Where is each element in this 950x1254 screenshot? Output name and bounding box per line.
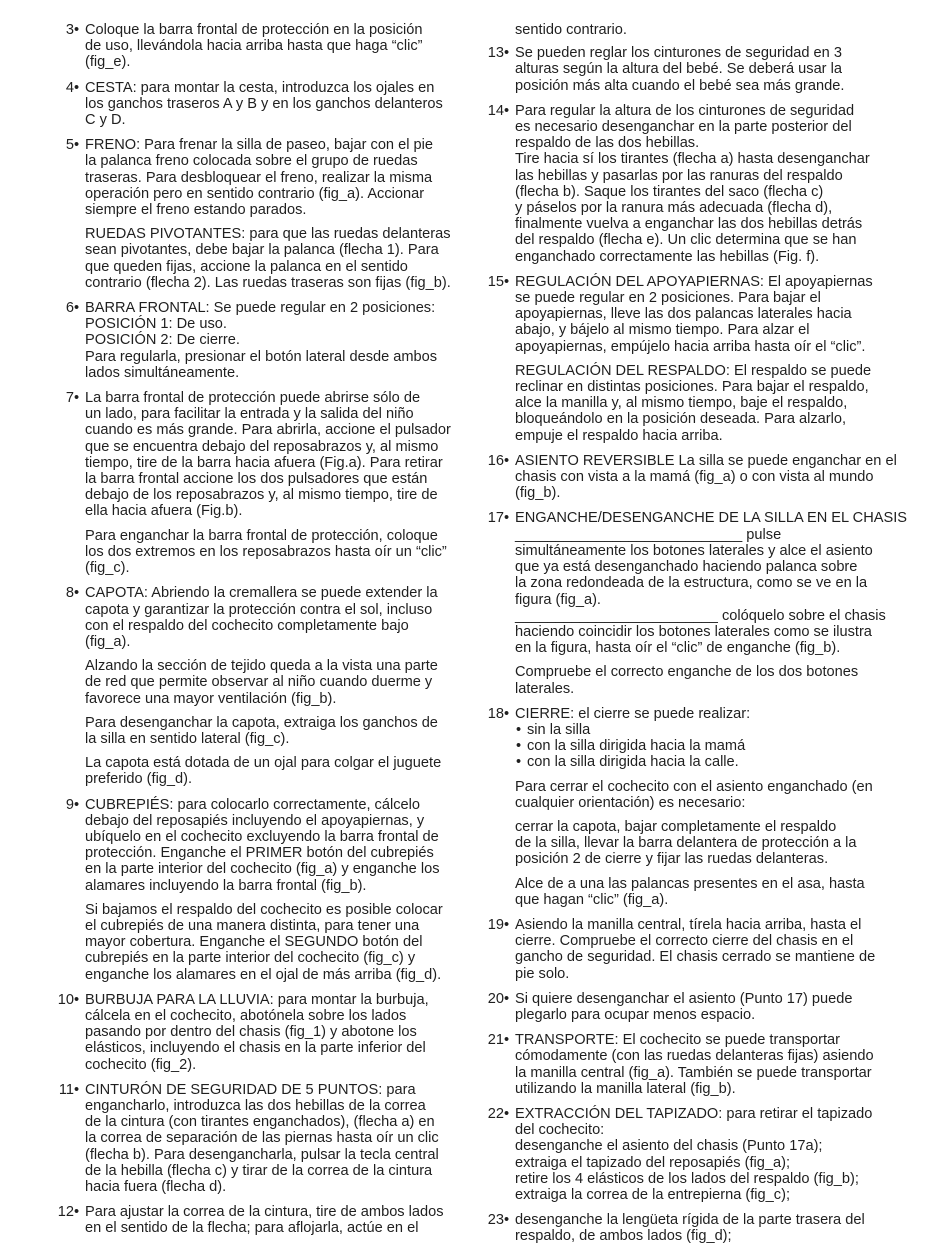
left-column — [56, 22, 460, 1246]
instruction-item — [486, 1032, 898, 1097]
right-column — [486, 22, 907, 1254]
instruction-item — [56, 137, 460, 291]
text-line: capota y garantizar la protección contra el sol, incluso — [85, 601, 433, 618]
text-line: (flecha b). Saque los tirantes del saco (flecha c) — [515, 183, 824, 200]
instruction-paragraph — [85, 902, 460, 983]
text-line: ____________________________ pulse — [515, 526, 782, 543]
instruction-item — [486, 453, 898, 502]
text-line: sentido contrario. — [515, 22, 627, 38]
text-line: Para regular la altura de los cinturones de seguridad — [515, 102, 855, 119]
instruction-item — [56, 585, 460, 787]
item-number: 11• — [56, 1082, 85, 1098]
instruction-paragraph — [515, 45, 898, 94]
text-line: debajo del reposapiés incluyendo el apoyapiernas, y — [85, 812, 425, 829]
instruction-paragraph — [515, 664, 898, 696]
instruction-paragraph — [85, 528, 460, 577]
text-line: desenganche el asiento del chasis (Punto 17a); — [515, 1138, 823, 1155]
text-line: Compruebe el correcto enganche de los dos botones — [515, 664, 859, 681]
text-line: Si bajamos el respaldo del cochecito es posible colocar — [85, 901, 443, 918]
text-line: un lado, para facilitar la entrada y la salida del niño — [85, 406, 414, 423]
text-line: siempre el freno estando parados. — [85, 202, 307, 219]
item-number-text: 4 — [65, 79, 74, 96]
text-line: (flecha b). Para desengancharla, pulsar la tecla central — [85, 1146, 439, 1163]
text-line: cualquier orientación) es necesario: — [515, 794, 746, 811]
item-number-text: 21 — [487, 1032, 504, 1049]
text-line: CUBREPIÉS: para colocarlo correctamente, cálcelo — [85, 796, 420, 813]
text-line: que ya está desenganchado haciendo palanca sobre — [515, 559, 858, 576]
text-line: chasis con vista a la mamá (fig_a) o con vista al mundo — [515, 469, 874, 486]
item-number: 12• — [57, 1204, 80, 1221]
text-line: ASIENTO REVERSIBLE La silla se puede enganchar en el — [515, 452, 897, 469]
text-line: abajo, y bájelo al mismo tiempo. Para alzar el — [515, 322, 810, 339]
text-line: La barra frontal de protección puede abrirse sólo de — [85, 390, 421, 407]
text-line: respaldo, de ambos lados (fig_d); — [515, 1228, 732, 1245]
text-line: ubíquelo en el cochecito excluyendo la barra frontal de — [85, 828, 439, 845]
text-line: protección. Enganche el PRIMER botón del cubrepiés — [85, 845, 434, 862]
item-number-text: 16 — [487, 452, 504, 469]
item-number: 16• — [487, 452, 510, 469]
instruction-paragraph — [85, 658, 460, 707]
instruction-paragraph — [515, 363, 898, 444]
text-line: cómodamente (con las ruedas delanteras fijas) asiendo — [515, 1048, 874, 1065]
text-line: la manilla central (fig_a). También se puede transportar — [515, 1064, 872, 1081]
item-number: 23• — [487, 1212, 510, 1229]
instruction-item — [56, 80, 460, 129]
instruction-paragraph — [515, 991, 898, 1023]
text-line: cerrar la capota, bajar completamente el respaldo — [515, 818, 837, 835]
instruction-paragraph — [85, 226, 460, 291]
text-line: extraiga el tapizado del reposapiés (fig_a); — [515, 1154, 791, 1171]
text-line: CAPOTA: Abriendo la cremallera se puede extender la — [85, 585, 438, 602]
instruction-paragraph — [515, 103, 898, 265]
text-line: CIERRE: el cierre se puede realizar: — [515, 705, 751, 722]
text-line: de red que permite observar al niño cuando duerme y — [85, 674, 433, 691]
text-line: TRANSPORTE: El cochecito se puede transportar — [515, 1032, 840, 1049]
instruction-paragraph — [85, 80, 460, 129]
item-number-text: 13 — [487, 45, 504, 62]
text-line: las hebillas y pasarlas por las ranuras del respaldo — [515, 167, 843, 184]
instruction-paragraph — [85, 797, 460, 894]
instruction-item — [486, 45, 898, 94]
text-line: figura (fig_a). — [515, 591, 601, 608]
text-line: sean pivotantes, debe bajar la palanca (flecha 1). Para — [85, 242, 439, 259]
text-line: extraiga la correa de la entrepierna (fig_c); — [515, 1187, 790, 1203]
text-line: de la cintura (con tirantes enganchados), (flecha a) en — [85, 1114, 435, 1131]
item-number-text: 12 — [57, 1204, 74, 1221]
text-line: hacia fuera (flecha d). — [85, 1179, 227, 1195]
instruction-paragraph — [515, 1212, 898, 1244]
text-line: Coloque la barra frontal de protección en la posición — [85, 22, 423, 38]
item-number: 14• — [487, 102, 510, 119]
text-line: REGULACIÓN DEL APOYAPIERNAS: El apoyapiernas — [515, 273, 873, 290]
instruction-paragraph — [85, 390, 460, 520]
item-number-text: 14 — [487, 102, 504, 119]
instruction-item — [56, 797, 460, 983]
text-line: FRENO: Para frenar la silla de paseo, bajar con el pie — [85, 137, 433, 154]
instruction-paragraph — [515, 453, 898, 502]
instruction-paragraph — [515, 1032, 898, 1097]
text-line: pie solo. — [515, 965, 570, 982]
item-number: 6• — [56, 300, 85, 316]
text-line: (fig_a). — [85, 633, 131, 650]
text-line: REGULACIÓN DEL RESPALDO: El respaldo se puede — [515, 362, 872, 379]
item-number: 8• — [56, 585, 85, 601]
text-line: apoyapiernas, lleve las dos palancas laterales hacia — [515, 306, 852, 323]
instruction-item — [486, 917, 898, 982]
text-line: de uso, llevándola hacia arriba hasta que haga “clic” — [85, 38, 423, 55]
text-line: que se encuentra debajo del reposabrazos y, al mismo — [85, 438, 439, 455]
instruction-item — [56, 1082, 460, 1195]
item-number: 5• — [56, 137, 85, 153]
item-number-text: 20 — [487, 990, 504, 1007]
instruction-paragraph — [515, 1106, 898, 1203]
text-line: alce la manilla y, al mismo tiempo, baje el respaldo, — [515, 395, 848, 412]
item-number-text: 7 — [65, 390, 74, 407]
instruction-paragraph — [85, 755, 460, 787]
text-line: laterales. — [515, 680, 575, 697]
text-line: RUEDAS PIVOTANTES: para que las ruedas delanteras — [85, 226, 451, 243]
text-line: POSICIÓN 2: De cierre. — [85, 332, 240, 349]
text-line: _________________________ colóquelo sobre el chasis — [515, 607, 886, 624]
item-number: 15• — [487, 273, 510, 290]
text-line: que hagan “clic” (fig_a). — [515, 891, 669, 908]
text-line: la zona redondeada de la estructura, como se ve en la — [515, 575, 868, 592]
text-line: cierre. Compruebe el correcto cierre del chasis en el — [515, 933, 854, 950]
text-line: posición 2 de cierre y fijar las ruedas delanteras. — [515, 851, 829, 868]
text-line: EXTRACCIÓN DEL TAPIZADO: para retirar el tapizado — [515, 1105, 873, 1122]
text-line: desenganche la lengüeta rígida de la parte trasera del — [515, 1212, 865, 1229]
text-line: Si quiere desenganchar el asiento (Punto 17) puede — [515, 990, 853, 1007]
text-line: reclinar en distintas posiciones. Para bajar el respaldo, — [515, 379, 869, 396]
text-line: con el respaldo del cochecito completamente bajo — [85, 617, 409, 634]
text-line: la palanca freno colocada sobre el grupo de ruedas — [85, 153, 418, 170]
text-line: preferido (fig_d). — [85, 771, 193, 788]
item-number-text: 10 — [57, 991, 74, 1008]
instruction-item — [486, 274, 898, 444]
instruction-item — [486, 510, 907, 697]
item-number-text: 9 — [65, 796, 74, 813]
text-line: BARRA FRONTAL: Se puede regular en 2 posiciones: — [85, 300, 436, 317]
item-number: 20• — [487, 990, 510, 1007]
after-bullets — [515, 779, 898, 908]
item-number: 10• — [57, 991, 80, 1008]
instruction-paragraph — [515, 917, 898, 982]
text-line: Para desenganchar la capota, extraiga los ganchos de — [85, 714, 438, 731]
item-number-text: 8 — [65, 585, 74, 602]
item-number-text: 19 — [487, 916, 504, 933]
item-number: 17• — [487, 510, 510, 527]
text-line: cubrepiés en la parte interior del cochecito (fig_c) y — [85, 950, 416, 967]
item-number: 13• — [487, 45, 510, 62]
text-line: los ganchos traseros A y B y en los ganchos delanteros — [85, 95, 443, 112]
instruction-item — [486, 1106, 898, 1203]
item-number: 4• — [56, 80, 85, 96]
instruction-item — [486, 991, 898, 1023]
item-number-text: 23 — [487, 1212, 504, 1229]
text-line: que queden fijas, accione la palanca en el sentido — [85, 258, 408, 275]
text-line: empuje el respaldo hacia arriba. — [515, 427, 723, 444]
text-line: (fig_e). — [85, 54, 131, 71]
item-number-text: 3 — [65, 22, 74, 38]
text-line: apoyapiernas, empújelo hacia arriba hasta oír el “clic”. — [515, 338, 866, 355]
instruction-paragraph — [85, 585, 460, 650]
text-line: operación pero en sentido contrario (fig_a). Accionar — [85, 185, 425, 202]
text-line: ENGANCHE/DESENGANCHE DE LA SILLA EN EL CHASIS — [515, 510, 907, 527]
instruction-paragraph — [515, 819, 898, 868]
text-line: favorece una mayor ventilación (fig_b). — [85, 690, 337, 707]
text-line: finalmente vuelva a enganchar las dos hebillas detrás — [515, 216, 863, 233]
text-line: alturas según la altura del bebé. Se deberá usar la — [515, 61, 842, 78]
text-line: Para cerrar el cochecito con el asiento enganchado (en — [515, 778, 873, 795]
text-line: mayor cobertura. Enganche el SEGUNDO botón del — [85, 934, 423, 951]
instruction-item — [486, 1212, 898, 1244]
instruction-paragraph — [515, 779, 898, 811]
item-number-text: 15 — [487, 273, 504, 290]
instruction-item — [56, 300, 460, 381]
text-line: POSICIÓN 1: De uso. — [85, 316, 227, 333]
text-line: de la hebilla (flecha c) y tirar de la correa de la cintura — [85, 1162, 433, 1179]
text-line: elásticos, incluyendo el chasis en la parte inferior del — [85, 1040, 426, 1057]
text-line: lados simultáneamente. — [85, 364, 240, 381]
bullet-item: • con la silla dirigida hacia la calle. — [515, 754, 898, 770]
text-line: contrario (flecha 2). Las ruedas traseras son fijas (fig_b). — [85, 274, 451, 291]
instruction-paragraph — [85, 715, 460, 747]
text-line: es necesario desenganchar en la parte posterior del — [515, 119, 852, 136]
instruction-paragraph — [85, 1204, 460, 1236]
text-line: BURBUJA PARA LA LLUVIA: para montar la burbuja, — [85, 991, 429, 1008]
text-line: el cubrepiés de una manera distinta, para tener una — [85, 917, 420, 934]
item-number: 3• — [56, 22, 85, 38]
item-number: 19• — [487, 916, 510, 933]
text-line: Alce de a una las palancas presentes en el asa, hasta — [515, 875, 865, 892]
continued-text — [486, 22, 898, 38]
text-line: en el sentido de la flecha; para aflojarla, actúe en el — [85, 1220, 419, 1237]
item-number-text: 18 — [487, 705, 504, 722]
text-line: retire los 4 elásticos de los lados del respaldo (fig_b); — [515, 1170, 859, 1187]
text-line: C y D. — [85, 112, 126, 129]
text-line: de la silla, llevar la barra delantera de protección a la — [515, 835, 857, 852]
text-line: la correa de separación de las piernas hasta oír un clic — [85, 1130, 439, 1147]
instruction-paragraph — [515, 510, 907, 657]
text-line: Para regularla, presionar el botón lateral desde ambos — [85, 348, 438, 365]
text-line: (fig_c). — [85, 560, 130, 577]
text-line: CESTA: para montar la cesta, introduzca los ojales en — [85, 79, 435, 96]
text-line: Para ajustar la correa de la cintura, tire de ambos lados — [85, 1204, 444, 1221]
text-line: ella hacia afuera (Fig.b). — [85, 503, 243, 520]
instruction-item — [486, 706, 898, 908]
instruction-item — [56, 390, 460, 576]
instruction-paragraph — [515, 876, 898, 908]
text-line: la silla en sentido lateral (fig_c). — [85, 730, 290, 747]
text-line: los dos extremos en los reposabrazos hasta oír un “clic” — [85, 543, 447, 560]
text-line: traseras. Para desbloquear el freno, realizar la misma — [85, 169, 433, 186]
text-line: (fig_b). — [515, 485, 561, 502]
text-line: la barra frontal accione los dos pulsadores que están — [85, 471, 428, 488]
text-line: Alzando la sección de tejido queda a la vista una parte — [85, 658, 438, 675]
bullet-item: • sin la silla — [515, 722, 898, 738]
text-line: enganchado correctamente las hebillas (Fig. f). — [515, 248, 820, 265]
instruction-paragraph — [85, 992, 460, 1073]
instruction-item — [486, 103, 898, 265]
text-line: Tire hacia sí los tirantes (flecha a) hasta desenganchar — [515, 151, 870, 168]
item-number-text: 17 — [487, 510, 504, 527]
text-line: y páselos por la ranura más adecuada (flecha d), — [515, 200, 833, 217]
item-number: 22• — [487, 1105, 510, 1122]
bullet-list — [515, 722, 898, 771]
item-number: 9• — [56, 797, 85, 813]
text-line: haciendo coincidir los botones laterales como se ilustra — [515, 623, 872, 640]
item-number-text: 22 — [487, 1105, 504, 1122]
text-line: del cochecito: — [515, 1122, 605, 1139]
text-line: cochecito (fig_2). — [85, 1056, 197, 1073]
text-line: simultáneamente los botones laterales y alce el asiento — [515, 542, 873, 559]
instruction-item — [56, 1204, 460, 1236]
text-line: cálcela en el cochecito, abotónela sobre los lados — [85, 1007, 407, 1024]
item-number-text: 6 — [65, 300, 74, 317]
text-line: debajo de los reposabrazos y, al mismo tiempo, tire de — [85, 487, 438, 504]
instruction-paragraph — [515, 706, 898, 722]
text-line: del respaldo (flecha e). Un clic determina que se han — [515, 232, 857, 249]
instruction-paragraph — [85, 300, 460, 381]
item-number: 21• — [487, 1032, 510, 1049]
text-line: pasando por dentro del chasis (fig_1) y abotone los — [85, 1024, 417, 1041]
item-number: 7• — [56, 390, 85, 406]
instruction-paragraph — [85, 1082, 460, 1195]
text-line: tiempo, tire de la barra hacia afuera (Fig.a). Para retirar — [85, 454, 443, 471]
instruction-paragraph — [85, 137, 460, 218]
item-number-text: 11 — [58, 1081, 74, 1098]
instruction-paragraph — [85, 22, 460, 71]
text-line: gancho de seguridad. El chasis cerrado se mantiene de — [515, 949, 876, 966]
text-line: se puede regular en 2 posiciones. Para bajar el — [515, 290, 821, 307]
instruction-item — [56, 22, 460, 71]
text-line: Se pueden reglar los cinturones de seguridad en 3 — [515, 45, 842, 62]
text-line: alamares incluyendo la barra frontal (fig_b). — [85, 877, 367, 894]
text-line: en la figura, hasta oír el “clic” de enganche (fig_b). — [515, 640, 841, 657]
item-number-text: 5 — [65, 137, 74, 154]
text-line: en la parte interior del cochecito (fig_a) y enganche los — [85, 861, 440, 878]
text-line: enganche los alamares en el ojal de más arriba (fig_d). — [85, 966, 442, 983]
text-line: cuando es más grande. Para abrirla, accione el pulsador — [85, 422, 451, 439]
text-line: La capota está dotada de un ojal para colgar el juguete — [85, 755, 442, 772]
text-line: utilizando la manilla lateral (fig_b). — [515, 1080, 736, 1097]
instruction-item — [56, 992, 460, 1073]
text-line: bloqueándolo en la posición deseada. Para alzarlo, — [515, 411, 847, 428]
item-number: 18• — [487, 705, 510, 722]
text-line: engancharlo, introduzca las dos hebillas de la correa — [85, 1097, 426, 1114]
text-line: respaldo de las dos hebillas. — [515, 135, 700, 152]
text-line: Para enganchar la barra frontal de protección, coloque — [85, 527, 438, 544]
text-line: Asiendo la manilla central, tírela hacia arriba, hasta el — [515, 916, 862, 933]
text-line: plegarlo para ocupar menos espacio. — [515, 1006, 756, 1023]
text-line: posición más alta cuando el bebé sea más grande. — [515, 77, 845, 94]
text-line: CINTURÓN DE SEGURIDAD DE 5 PUNTOS: para — [85, 1081, 416, 1098]
bullet-item: • con la silla dirigida hacia la mamá — [515, 738, 898, 754]
instruction-paragraph — [515, 274, 898, 355]
